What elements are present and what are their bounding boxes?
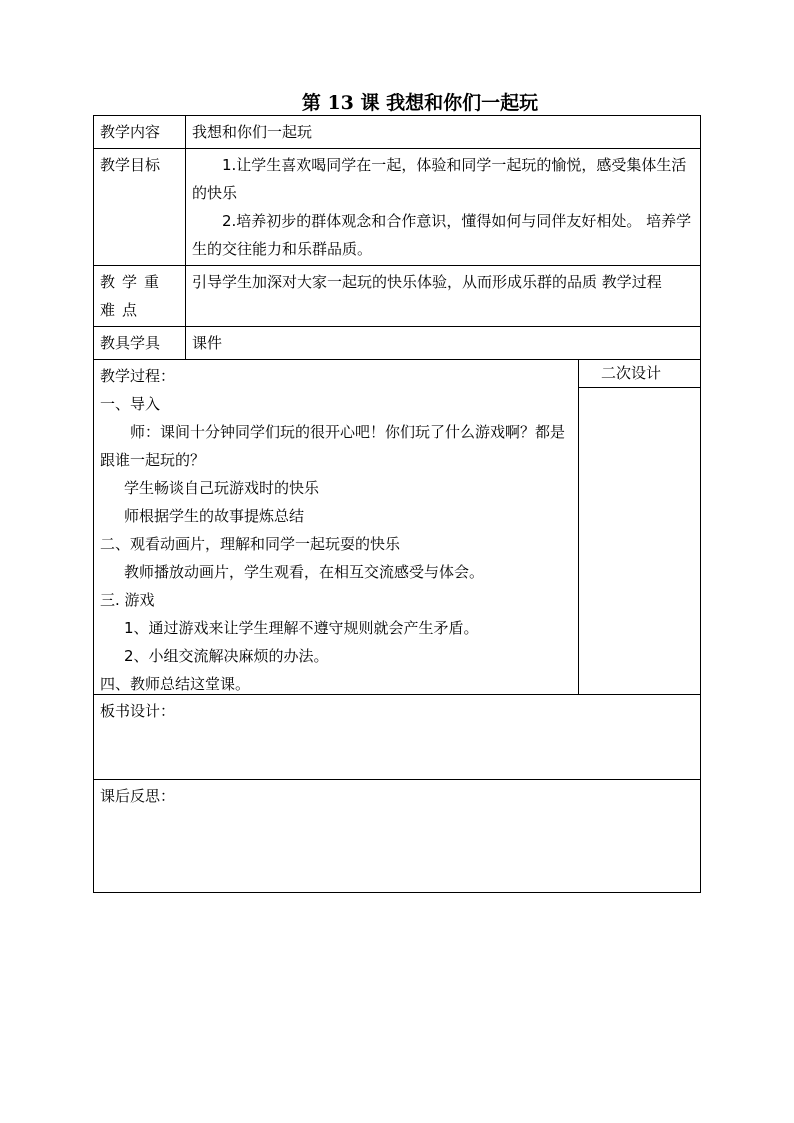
board-label: 板书设计： [100, 702, 176, 720]
goal-item: 1.让学生喜欢喝同学在一起，体验和同学一起玩的愉悦，感受集体生活的快乐 [192, 156, 687, 202]
row-tools [94, 327, 701, 360]
row-keypoints [94, 266, 701, 327]
process-line: 教师播放动画片，学生观看，在相互交流感受与体会。 [124, 563, 485, 581]
process-lines [100, 390, 572, 698]
process-body [94, 360, 579, 694]
process-heading: 教学过程： [100, 367, 176, 385]
process-line: 1、通过游戏来让学生理解不遵守规则就会产生矛盾。 [124, 619, 479, 637]
label-goals: 教学目标 [94, 149, 186, 266]
row-goals [94, 149, 701, 266]
process-line: 一、导入 [100, 395, 161, 413]
row-reflection [94, 780, 701, 893]
label-tools: 教具学具 [94, 327, 186, 360]
value-goals [186, 149, 701, 266]
process-line: 四、教师总结这堂课。 [100, 675, 251, 693]
process-line: 三. 游戏 [100, 591, 155, 609]
value-tools: 课件 [186, 327, 701, 360]
label-keypoints: 教学重难点 [94, 266, 186, 327]
process-line: 二、观看动画片，理解和同学一起玩耍的快乐 [100, 535, 401, 553]
row-content [94, 116, 701, 149]
label-content: 教学内容 [94, 116, 186, 149]
value-content: 我想和你们一起玩 [186, 116, 701, 149]
goal-item: 2.培养初步的群体观念和合作意识，懂得如何与同伴友好相处。 培养学生的交往能力和乐群品质。 [192, 212, 692, 258]
second-design-column [579, 360, 700, 694]
second-design-header: 二次设计 [579, 360, 700, 388]
page-title: 第 13 课 我想和你们一起玩 [301, 92, 539, 114]
process-line: 师根据学生的故事提炼总结 [124, 507, 305, 525]
reflection [94, 780, 701, 893]
process-line: 学生畅谈自己玩游戏时的快乐 [124, 479, 320, 497]
row-process [94, 360, 701, 695]
row-board [94, 695, 701, 780]
value-keypoints: 引导学生加深对大家一起玩的快乐体验，从而形成乐群的品质 教学过程 [186, 266, 701, 327]
process-cell [94, 360, 701, 695]
lesson-plan-table [93, 115, 701, 893]
reflection-label: 课后反思： [100, 787, 176, 805]
process-line: 2、小组交流解决麻烦的办法。 [124, 647, 329, 665]
board-design [94, 695, 701, 780]
process-line: 师：课间十分钟同学们玩的很开心吧！你们玩了什么游戏啊？都是跟谁一起玩的？ [100, 423, 566, 469]
